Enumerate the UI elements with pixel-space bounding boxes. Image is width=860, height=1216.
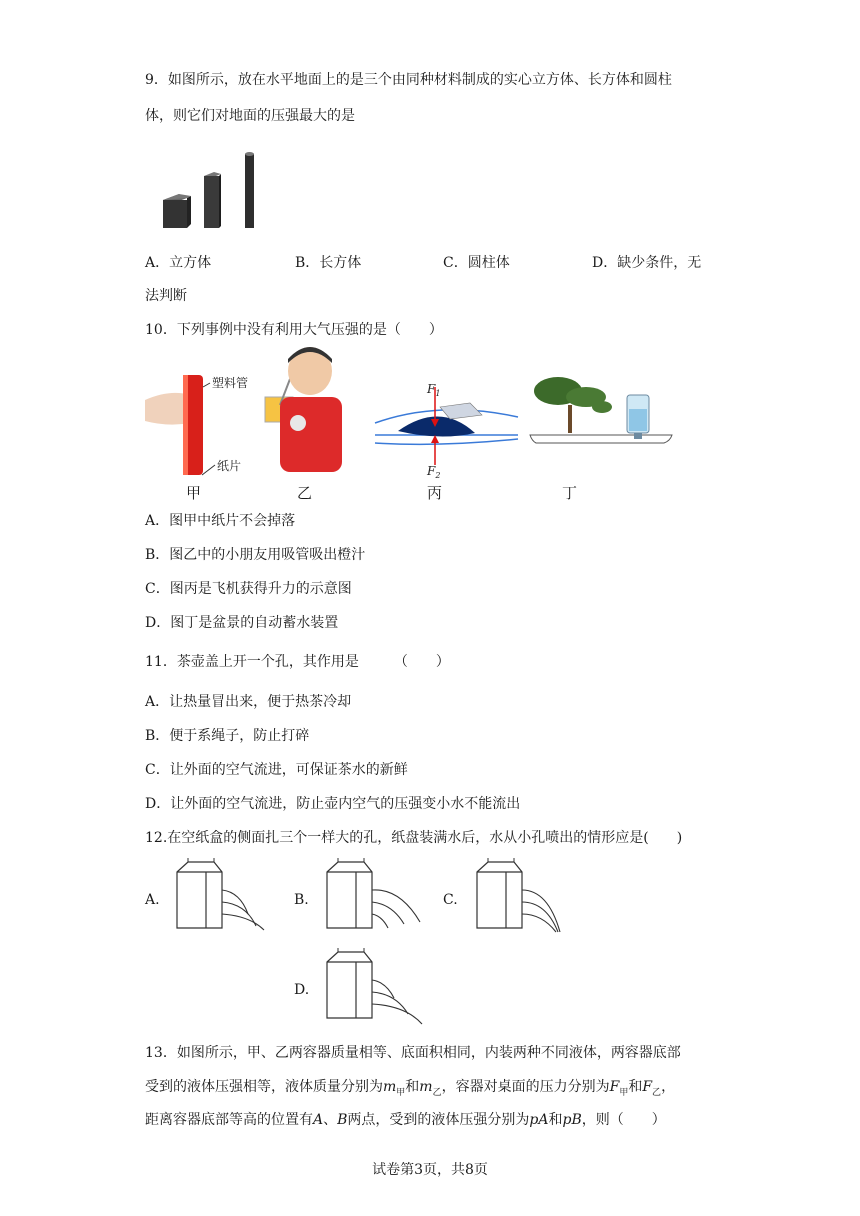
svg-text:F2: [426, 464, 440, 480]
q10-label-paper: 纸片: [217, 459, 242, 473]
q9-stem-line2: 体，则它们对地面的压强最大的是: [145, 108, 355, 124]
q10-figure: [140, 345, 680, 480]
q10-label-f1: F: [427, 382, 436, 396]
q13-symbol-f-jia: F: [609, 1079, 620, 1095]
q9-option-d-continued: 法判断: [145, 288, 187, 304]
q11-option-b: B．便于系绳子，防止打碎: [145, 728, 310, 744]
q9-option-d: D．缺少条件，无: [592, 255, 702, 271]
q13-sub-yi: 乙: [652, 1087, 662, 1098]
page-footer: 试卷第3页，共8页: [372, 1162, 488, 1178]
q13-stem-line1: 13．如图所示，甲、乙两容器质量相等、底面积相同，内装两种不同液体，两容器底部: [145, 1045, 681, 1061]
q9-option-b: B．长方体: [295, 255, 362, 271]
q13-text: 和: [548, 1112, 563, 1128]
q10-label-tube: 塑料管: [212, 376, 249, 390]
q10-caption-ding: 丁: [562, 484, 578, 502]
q13-symbol-f-yi: F: [642, 1079, 653, 1095]
q13-stem-line2: [145, 1077, 675, 1103]
q9-option-c: C．圆柱体: [443, 255, 510, 271]
q13-stem-line3: [145, 1110, 666, 1130]
q12-stem: 12.在空纸盒的侧面扎三个一样大的孔，纸盘装满水后，水从小孔喷出的情形应是( ): [145, 830, 683, 846]
q10-label-f2-sub: 2: [435, 471, 441, 480]
q12-figure-c: [470, 858, 570, 938]
q11-option-a: A．让热量冒出来，便于热茶冷却: [145, 694, 352, 710]
q12-option-d-label: D.: [294, 982, 310, 998]
q13-text: ，则（ ）: [581, 1112, 666, 1128]
q10-option-b: B．图乙中的小朋友用吸管吸出橙汁: [145, 547, 366, 563]
q10-figure-ding: [530, 377, 672, 443]
q13-sub-jia: 甲: [396, 1087, 406, 1098]
q13-text: ，: [661, 1079, 676, 1095]
q13-text: 受到的液体压强相等，液体质量分别为: [145, 1079, 383, 1095]
q13-sub-yi: 乙: [432, 1087, 442, 1098]
q13-symbol-m-jia: m: [383, 1079, 397, 1095]
q10-figure-bing: [375, 387, 518, 465]
q12-option-b-label: B.: [294, 892, 309, 908]
q10-caption-bing: 丙: [427, 484, 443, 502]
svg-text:F1: [426, 382, 440, 398]
q10-figure-yi: [265, 347, 342, 472]
q9-stem-line1: 9．如图所示，放在水平地面上的是三个由同种材料制成的实心立方体、长方体和圆柱: [145, 72, 672, 88]
q11-option-c: C．让外面的空气流进，可保证茶水的新鲜: [145, 762, 408, 778]
q13-text: 和: [405, 1079, 420, 1095]
q11-stem: 11．茶壶盖上开一个孔，其作用是 （ ）: [145, 654, 450, 670]
q9-solids-figure: [155, 148, 265, 233]
q13-text: 和: [628, 1079, 643, 1095]
q10-caption-yi: 乙: [297, 484, 313, 502]
q10-label-f2: F: [427, 464, 436, 478]
q13-pressure-a: pA: [529, 1112, 549, 1128]
q13-point-a: A: [313, 1112, 324, 1128]
q12-figure-b: [320, 858, 430, 934]
q12-option-c-label: C.: [443, 892, 458, 908]
q13-text: 两点，受到的液体压强分别为: [347, 1112, 530, 1128]
q10-stem: 10．下列事例中没有利用大气压强的是（ ）: [145, 322, 443, 338]
q12-option-a-label: A.: [145, 892, 160, 908]
q9-option-a: A．立方体: [145, 255, 212, 271]
q12-figure-d: [320, 948, 430, 1028]
q13-text: ，容器对桌面的压力分别为: [441, 1079, 610, 1095]
q13-text: 距离容器底部等高的位置有: [145, 1112, 313, 1128]
q12-figure-a: [170, 858, 270, 934]
q13-point-b: B: [337, 1112, 348, 1128]
q13-symbol-m-yi: m: [419, 1079, 433, 1095]
q13-sub-jia: 甲: [619, 1087, 629, 1098]
q10-option-a: A．图甲中纸片不会掉落: [145, 513, 296, 529]
q11-option-d: D．让外面的空气流进，防止壶内空气的压强变小水不能流出: [145, 796, 521, 812]
q10-option-d: D．图丁是盆景的自动蓄水装置: [145, 615, 339, 631]
q10-caption-jia: 甲: [186, 484, 202, 502]
q13-pressure-b: pB: [562, 1112, 582, 1128]
q10-figure-jia: [145, 375, 215, 475]
q13-text: 、: [323, 1112, 338, 1128]
q10-label-f1-sub: 1: [435, 389, 441, 398]
q10-option-c: C．图丙是飞机获得升力的示意图: [145, 581, 352, 597]
